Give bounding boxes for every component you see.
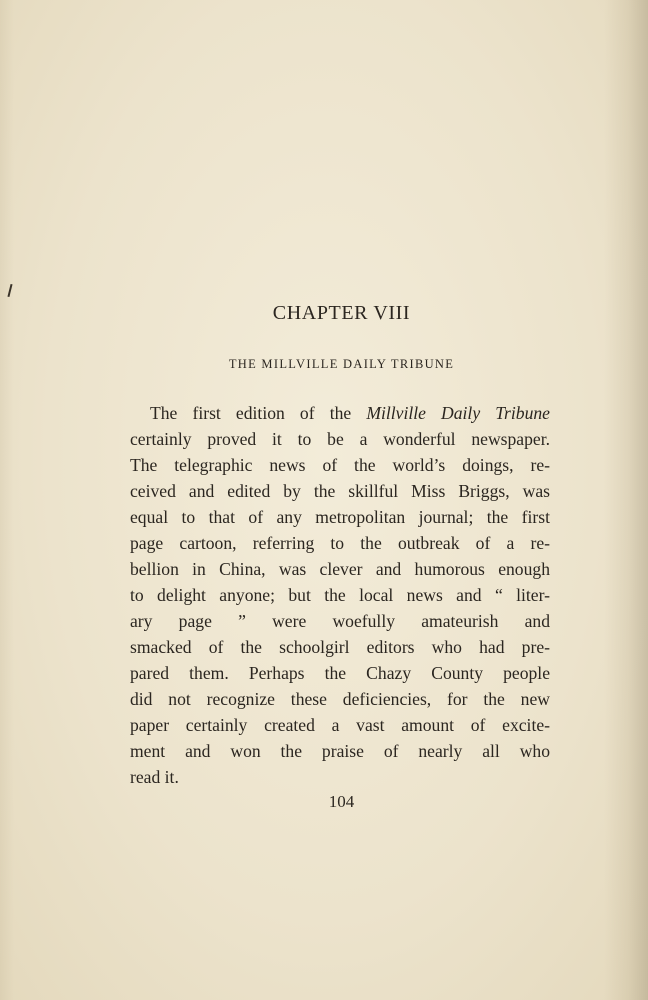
chapter-title: THE MILLVILLE DAILY TRIBUNE [228,357,455,371]
paragraph-line: ment and won the praise of nearly all who [130,741,550,761]
paragraph-line: pared them. Perhaps the Chazy County people [130,663,550,683]
page-number: 104 [328,792,355,811]
paragraph-line: did not recognize these deficiencies, for the new [130,689,550,709]
chapter-paragraph [130,400,550,790]
paragraph-line: equal to that of any metropolitan journal; the first [130,507,550,527]
paragraph-line: smacked of the schoolgirl editors who had pre- [130,637,550,657]
page-shadow-left [0,0,14,1000]
paragraph-line: certainly proved it to be a wonderful newspaper. [130,429,550,449]
paragraph-line: read it. [130,767,179,787]
paragraph-line: page cartoon, referring to the outbreak of a re- [130,533,550,553]
paragraph-line: paper certainly created a vast amount of excite- [130,715,550,735]
page-shadow-right [604,0,648,1000]
paragraph-line: to delight anyone; but the local news and “ liter- [130,585,550,605]
line-text: The first edition of the [150,403,367,423]
paragraph-line: ary page ” were woefully amateurish and [130,611,550,631]
paragraph-line: ceived and edited by the skillful Miss Briggs, was [130,481,550,501]
chapter-number: CHAPTER VIII [272,302,411,324]
paragraph-line [130,400,550,426]
paragraph-line: The telegraphic news of the world’s doings, re- [130,455,550,475]
newspaper-name: Millville Daily Tribune [366,403,550,423]
paragraph-line: bellion in China, was clever and humorous enough [130,559,550,579]
